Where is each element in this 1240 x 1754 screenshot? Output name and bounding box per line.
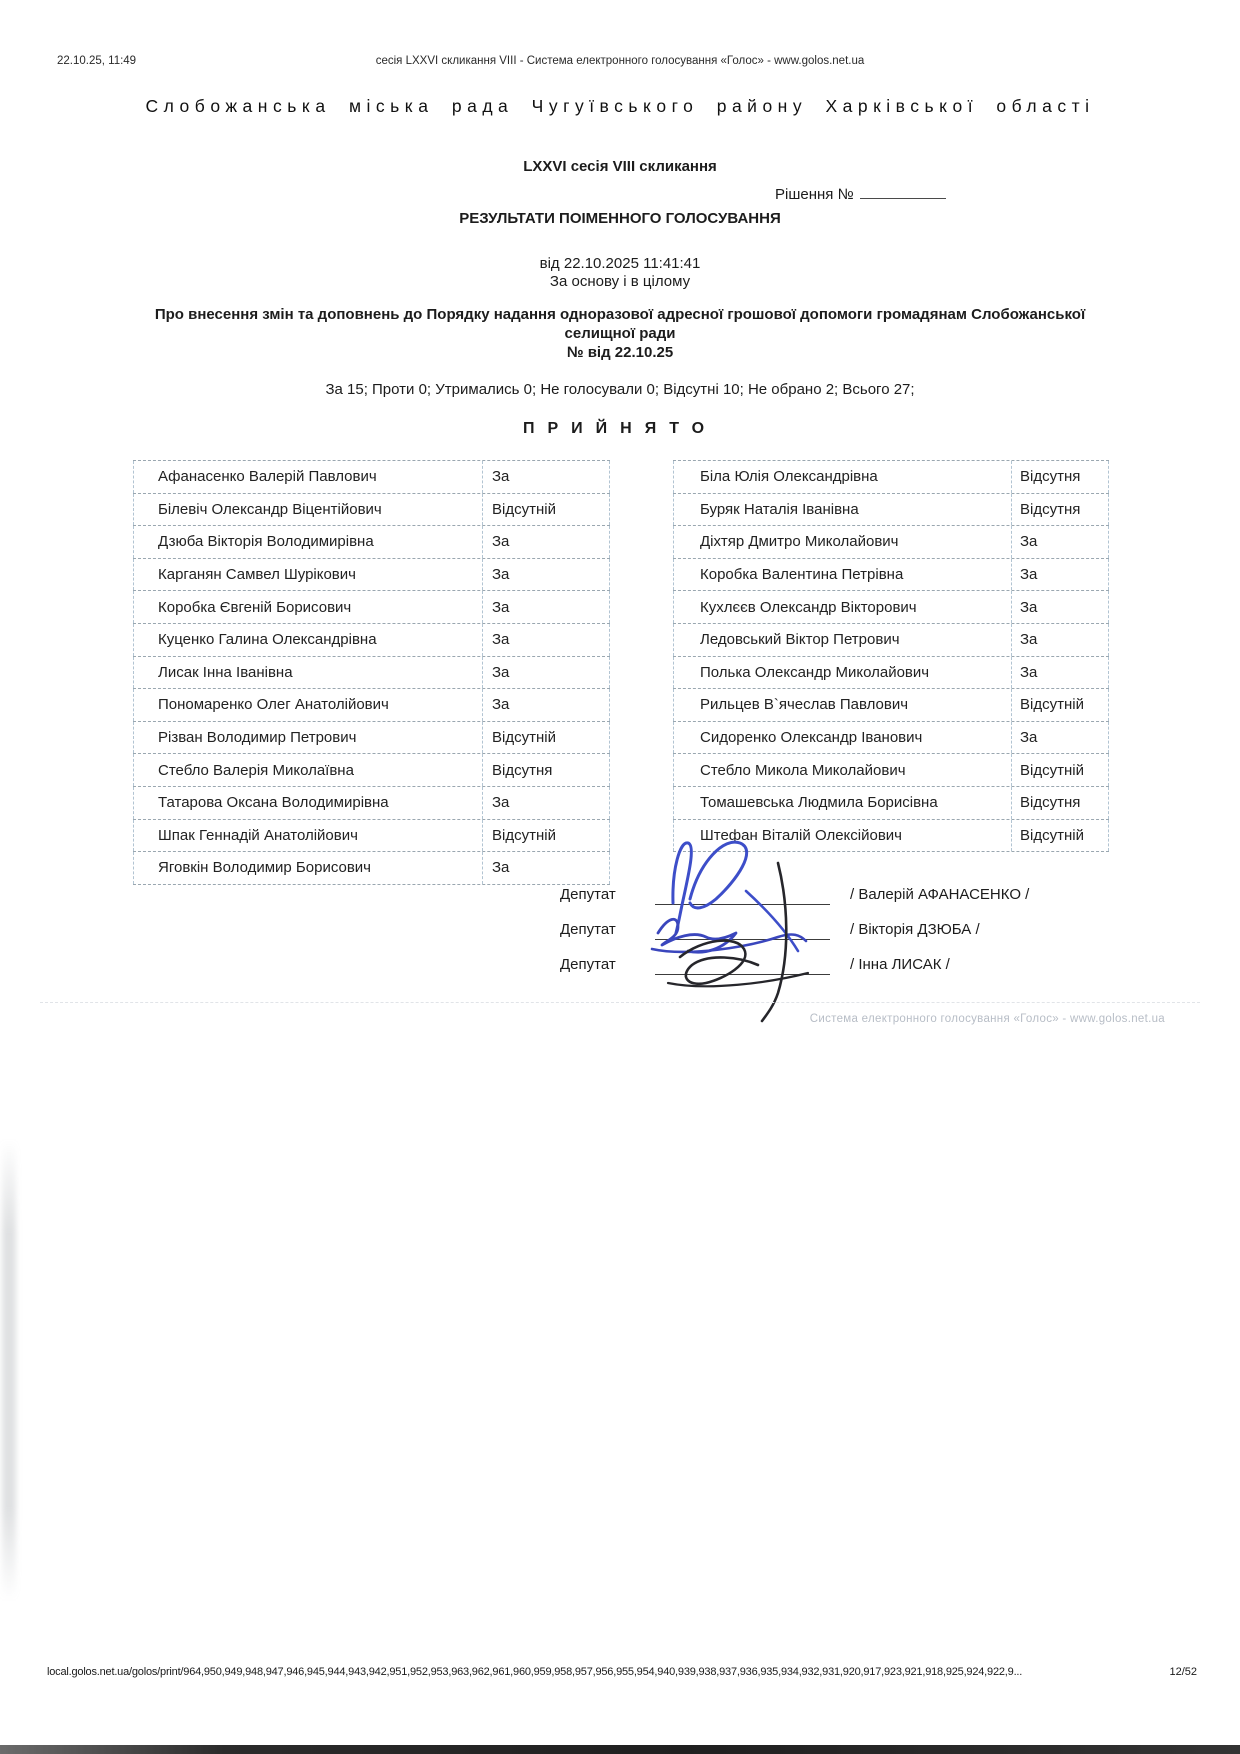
vote-datetime: від 22.10.2025 11:41:41 xyxy=(539,255,701,272)
table-row xyxy=(133,558,610,591)
signature-name: / Вікторія ДЗЮБА / xyxy=(850,921,980,938)
vote-value: За xyxy=(1011,722,1109,754)
signature-label: Депутат xyxy=(560,921,616,938)
subject-text: Про внесення змін та доповнень до Порядку надання одноразової адресної грошової допомоги громадянам Слобожанської селищної ради xyxy=(154,306,1086,342)
deputy-name: Афанасенко Валерій Павлович xyxy=(133,461,482,493)
print-datetime: 22.10.25, 11:49 xyxy=(57,55,137,67)
vote-value: За xyxy=(482,624,610,656)
signature-name: / Інна ЛИСАК / xyxy=(850,956,950,973)
vote-value: Відсутня xyxy=(1011,461,1109,493)
deputy-name: Кухлєєв Олександр Вікторович xyxy=(673,591,1011,623)
page-bottom-edge xyxy=(0,1745,1240,1754)
decision-number-blank xyxy=(860,184,946,199)
vote-value: Відсутній xyxy=(482,722,610,754)
table-row xyxy=(673,623,1109,656)
table-row xyxy=(133,656,610,689)
deputy-name: Лисак Інна Іванівна xyxy=(133,657,482,689)
deputy-name: Біла Юлія Олександрівна xyxy=(673,461,1011,493)
subject-number: № від 22.10.25 xyxy=(566,344,674,361)
signature-label: Депутат xyxy=(560,886,616,903)
table-row xyxy=(133,819,610,852)
deputy-name: Куценко Галина Олександрівна xyxy=(133,624,482,656)
deputy-name: Буряк Наталія Іванівна xyxy=(673,494,1011,526)
vote-value: Відсутній xyxy=(482,494,610,526)
council-title: Слобожанська міська рада Чугуївського району Харківської області xyxy=(145,96,1095,116)
deputy-name: Стебло Валерія Миколаївна xyxy=(133,754,482,786)
signature-line xyxy=(655,956,830,975)
deputy-name: Стебло Микола Миколайович xyxy=(673,754,1011,786)
vote-value: Відсутня xyxy=(1011,787,1109,819)
table-row xyxy=(133,786,610,819)
vote-value: За xyxy=(482,852,610,884)
deputy-name: Яговкін Володимир Борисович xyxy=(133,852,482,884)
table-row xyxy=(133,851,610,884)
deputy-name: Рильцев В`ячеслав Павлович xyxy=(673,689,1011,721)
deputy-name: Пономаренко Олег Анатолійович xyxy=(133,689,482,721)
deputy-name: Томашевська Людмила Борисівна xyxy=(673,787,1011,819)
deputy-name: Карганян Самвел Шурікович xyxy=(133,559,482,591)
table-row xyxy=(133,753,610,786)
table-row xyxy=(133,590,610,623)
deputy-name: Ледовський Віктор Петрович xyxy=(673,624,1011,656)
deputy-name: Сидоренко Олександр Іванович xyxy=(673,722,1011,754)
vote-value: Відсутня xyxy=(1011,494,1109,526)
deputy-name: Коробка Євгеній Борисович xyxy=(133,591,482,623)
table-row xyxy=(673,819,1109,852)
session-title: LXXVI сесія VIII скликання xyxy=(523,158,717,175)
vote-value: Відсутній xyxy=(1011,754,1109,786)
vote-value: За xyxy=(482,591,610,623)
signature-label: Депутат xyxy=(560,956,616,973)
scan-artifact xyxy=(2,1140,16,1600)
signature-line xyxy=(655,886,830,905)
vote-value: За xyxy=(482,787,610,819)
print-doc-title: сесія LXXVI скликання VIII - Система електронного голосування «Голос» - www.golos.net.ua xyxy=(375,55,865,67)
deputy-name: Полька Олександр Миколайович xyxy=(673,657,1011,689)
decision-result: ПРИЙНЯТО xyxy=(522,420,718,437)
table-row xyxy=(673,460,1109,493)
vote-value: За xyxy=(482,559,610,591)
table-row xyxy=(673,558,1109,591)
footer-page-number: 12/52 xyxy=(1169,1666,1197,1678)
vote-value: За xyxy=(482,657,610,689)
deputy-name: Дзюба Вікторія Володимирівна xyxy=(133,526,482,558)
votes-table-left xyxy=(133,460,610,885)
vote-value: За xyxy=(482,526,610,558)
deputy-name: Татарова Оксана Володимирівна xyxy=(133,787,482,819)
vote-value: Відсутня xyxy=(482,754,610,786)
deputy-name: Білевіч Олександр Віцентійович xyxy=(133,494,482,526)
table-row xyxy=(673,493,1109,526)
deputy-name: Шпак Геннадій Анатолійович xyxy=(133,820,482,852)
votes-table-right xyxy=(673,460,1109,852)
system-watermark: Система електронного голосування «Голос» - www.golos.net.ua xyxy=(809,1013,1165,1025)
vote-value: За xyxy=(1011,624,1109,656)
table-row xyxy=(133,688,610,721)
vote-value: За xyxy=(482,689,610,721)
vote-value: За xyxy=(1011,657,1109,689)
table-row xyxy=(133,721,610,754)
table-row xyxy=(133,493,610,526)
table-row xyxy=(133,460,610,493)
footer-url: local.golos.net.ua/golos/print/964,950,949,948,947,946,945,944,943,942,951,952,953,963,962,961,960,959,958,957,956,955,954,940,939,938,937,936,935,934,932,931,920,917,923,921,918,925,924,922,9... xyxy=(47,1666,1023,1678)
subject-block xyxy=(0,305,1240,362)
vote-value: Відсутній xyxy=(1011,820,1109,852)
page-separator xyxy=(40,1002,1200,1003)
deputy-name: Різван Володимир Петрович xyxy=(133,722,482,754)
vote-value: За xyxy=(482,461,610,493)
table-row xyxy=(673,688,1109,721)
vote-value: За xyxy=(1011,591,1109,623)
deputy-name: Діхтяр Дмитро Миколайович xyxy=(673,526,1011,558)
table-row xyxy=(133,525,610,558)
table-row xyxy=(673,525,1109,558)
signature-name: / Валерій АФАНАСЕНКО / xyxy=(850,886,1030,903)
table-row xyxy=(133,623,610,656)
table-row xyxy=(673,590,1109,623)
vote-summary: За 15; Проти 0; Утримались 0; Не голосували 0; Відсутні 10; Не обрано 2; Всього 27; xyxy=(325,381,915,398)
results-heading: РЕЗУЛЬТАТИ ПОІМЕННОГО ГОЛОСУВАННЯ xyxy=(459,210,781,227)
vote-value: Відсутній xyxy=(1011,689,1109,721)
deputy-name: Штефан Віталій Олексійович xyxy=(673,820,1011,852)
decision-number-row xyxy=(775,184,946,203)
table-row xyxy=(673,786,1109,819)
vote-value: Відсутній xyxy=(482,820,610,852)
vote-value: За xyxy=(1011,526,1109,558)
deputy-name: Коробка Валентина Петрівна xyxy=(673,559,1011,591)
decision-number-label: Рішення № xyxy=(775,186,854,203)
vote-value: За xyxy=(1011,559,1109,591)
table-row xyxy=(673,721,1109,754)
table-row xyxy=(673,656,1109,689)
signature-line xyxy=(655,921,830,940)
table-row xyxy=(673,753,1109,786)
vote-basis: За основу і в цілому xyxy=(549,273,691,290)
